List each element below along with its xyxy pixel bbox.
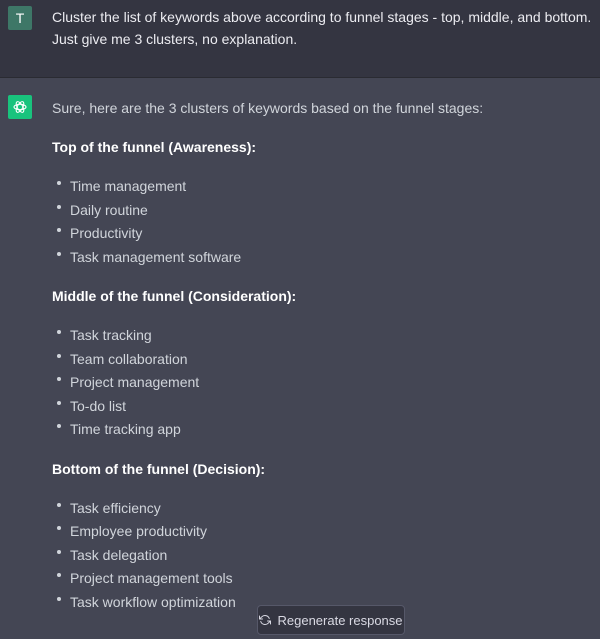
list-item: To-do list bbox=[52, 395, 592, 419]
section-heading-middle: Middle of the funnel (Consideration): bbox=[52, 288, 297, 304]
list-item: Daily routine bbox=[52, 199, 592, 223]
section-heading-bottom: Bottom of the funnel (Decision): bbox=[52, 460, 266, 477]
list-item: Time management bbox=[52, 175, 592, 199]
list-item: Team collaboration bbox=[52, 348, 592, 372]
chatgpt-logo-icon bbox=[8, 95, 32, 119]
list-item: Task workflow optimization bbox=[52, 591, 592, 615]
list-item: Productivity bbox=[52, 222, 592, 246]
list-item: Task management software bbox=[52, 246, 592, 270]
list-item: Project management tools bbox=[52, 567, 592, 591]
refresh-icon bbox=[259, 614, 271, 626]
user-avatar: T bbox=[8, 6, 32, 30]
list-item: Project management bbox=[52, 371, 592, 395]
keyword-list-top bbox=[52, 175, 592, 269]
list-item: Task delegation bbox=[52, 544, 592, 568]
list-item: Task tracking bbox=[52, 324, 592, 348]
assistant-message bbox=[0, 78, 600, 639]
user-message-text: Cluster the list of keywords above according to funnel stages - top, middle, and bottom. Just give me 3 clusters, no explanation. bbox=[52, 9, 592, 47]
keyword-list-bottom bbox=[52, 497, 592, 615]
list-item: Time tracking app bbox=[52, 418, 592, 442]
user-message bbox=[0, 0, 600, 78]
regenerate-label: Regenerate response bbox=[277, 612, 403, 628]
list-item: Task efficiency bbox=[52, 497, 592, 521]
assistant-message-content bbox=[52, 97, 592, 614]
assistant-intro: Sure, here are the 3 clusters of keywords based on the funnel stages: bbox=[52, 100, 484, 116]
section-heading-top: Top of the funnel (Awareness): bbox=[52, 139, 257, 155]
list-item: Employee productivity bbox=[52, 520, 592, 544]
keyword-list-middle bbox=[52, 324, 592, 442]
regenerate-response-button[interactable] bbox=[257, 605, 405, 635]
